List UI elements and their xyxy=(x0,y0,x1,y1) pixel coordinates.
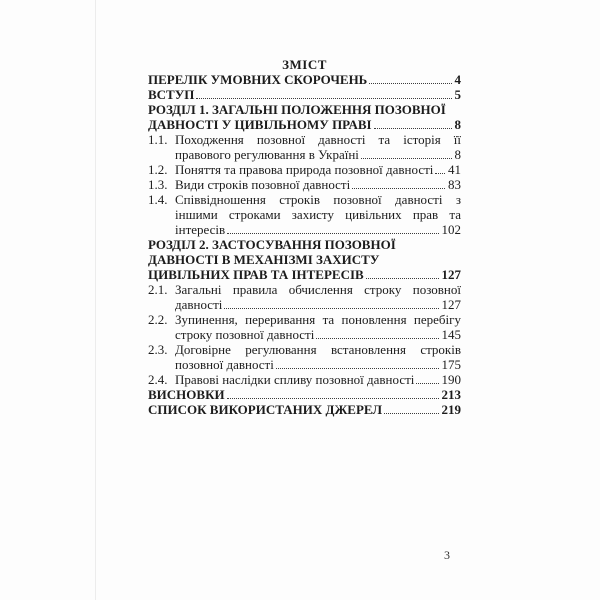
dot-leader xyxy=(316,337,438,339)
toc-entry-line xyxy=(148,372,461,387)
toc-entry-line xyxy=(148,312,461,327)
dot-leader xyxy=(224,307,438,309)
dot-leader xyxy=(369,82,451,84)
toc-entry-text: ДАВНОСТІ В МЕХАНІЗМІ ЗАХИСТУ xyxy=(148,252,380,267)
toc-heading-line xyxy=(148,267,461,282)
toc-page-number: 190 xyxy=(441,372,461,387)
toc-entry-line xyxy=(148,207,461,222)
toc-page-number: 41 xyxy=(448,162,461,177)
toc-heading-line xyxy=(148,72,461,87)
toc-entry-number: 2.3. xyxy=(148,342,168,357)
toc-entry-text: Співвідношення строків позовної давності з xyxy=(175,192,461,207)
toc-page-number: 127 xyxy=(441,267,461,282)
toc-entry-text: позовної давності xyxy=(175,357,274,372)
toc-entry-text: ЗМІСТ xyxy=(282,57,327,72)
toc-title xyxy=(148,57,461,72)
toc-page-number: 83 xyxy=(448,177,461,192)
toc-entry-line xyxy=(148,357,461,372)
toc-entry-text: Види строків позовної давності xyxy=(175,177,351,192)
toc-entry-number: 1.3. xyxy=(148,177,168,192)
toc-page-number: 4 xyxy=(454,72,461,87)
toc-entry-line xyxy=(148,132,461,147)
dot-leader xyxy=(374,127,452,129)
toc-entry-text: ЦИВІЛЬНИХ ПРАВ ТА ІНТЕРЕСІВ xyxy=(148,267,364,282)
toc-page-number: 213 xyxy=(441,387,461,402)
dot-leader xyxy=(196,97,451,99)
dot-leader xyxy=(435,172,445,174)
toc-entry-text: строку позовної давності xyxy=(175,327,315,342)
toc-entry-text: правового регулювання в Україні xyxy=(175,147,359,162)
toc-entry-number: 2.1. xyxy=(148,282,168,297)
toc-entry-text: Договірне регулювання встановлення строків xyxy=(175,342,461,357)
toc-entry-text: СПИСОК ВИКОРИСТАНИХ ДЖЕРЕЛ xyxy=(148,402,383,417)
toc-entry-text: іншими строками захисту цивільних прав та xyxy=(175,207,461,222)
toc-entry-text: Походження позовної давності та історія її xyxy=(175,132,461,147)
dot-leader xyxy=(384,412,438,414)
toc-entry-line xyxy=(148,192,461,207)
toc-entry-text: інтересів xyxy=(175,222,226,237)
toc-heading-line xyxy=(148,237,461,252)
toc-entry-line xyxy=(148,222,461,237)
table-of-contents xyxy=(148,57,461,417)
toc-entry-number: 2.2. xyxy=(148,312,168,327)
toc-heading-line xyxy=(148,102,461,117)
dot-leader xyxy=(227,397,439,399)
page-number: 3 xyxy=(444,548,450,562)
toc-page-number: 175 xyxy=(441,357,461,372)
toc-entry-text: Правові наслідки спливу позовної давності xyxy=(175,372,415,387)
toc-heading-line xyxy=(148,252,461,267)
toc-heading-line xyxy=(148,402,461,417)
dot-leader xyxy=(276,367,439,369)
toc-entry-number: 1.4. xyxy=(148,192,168,207)
toc-entry-number: 1.2. xyxy=(148,162,168,177)
toc-entry-number: 2.4. xyxy=(148,372,168,387)
toc-heading-line xyxy=(148,387,461,402)
toc-entry-text: Зупинення, переривання та поновлення перебігу xyxy=(175,312,461,327)
toc-heading-line xyxy=(148,117,461,132)
toc-entry-line xyxy=(148,342,461,357)
toc-heading-line xyxy=(148,87,461,102)
dot-leader xyxy=(361,157,452,159)
toc-entry-line xyxy=(148,297,461,312)
toc-entry-line xyxy=(148,162,461,177)
toc-entry-line xyxy=(148,147,461,162)
toc-page-number: 5 xyxy=(454,87,461,102)
toc-entry-text: РОЗДІЛ 1. ЗАГАЛЬНІ ПОЛОЖЕННЯ ПОЗОВНОЇ xyxy=(148,102,446,117)
toc-entry-line xyxy=(148,177,461,192)
toc-entry-line xyxy=(148,282,461,297)
toc-entry-text: Загальні правила обчислення строку позовної xyxy=(175,282,461,297)
dot-leader xyxy=(416,382,438,384)
dot-leader xyxy=(366,277,439,279)
toc-page-number: 102 xyxy=(441,222,461,237)
page-edge-line xyxy=(95,0,96,600)
toc-page-number: 127 xyxy=(441,297,461,312)
toc-page-number: 145 xyxy=(441,327,461,342)
toc-entry-text: ВИСНОВКИ xyxy=(148,387,225,402)
toc-entry-text: ДАВНОСТІ У ЦИВІЛЬНОМУ ПРАВІ xyxy=(148,117,372,132)
dot-leader xyxy=(227,232,438,234)
toc-page-number: 8 xyxy=(454,117,461,132)
toc-entry-line xyxy=(148,327,461,342)
toc-entry-text: ВСТУП xyxy=(148,87,195,102)
toc-entry-text: РОЗДІЛ 2. ЗАСТОСУВАННЯ ПОЗОВНОЇ xyxy=(148,237,396,252)
dot-leader xyxy=(352,187,445,189)
toc-entry-text: Поняття та правова природа позовної давності xyxy=(175,162,434,177)
toc-page-number: 219 xyxy=(441,402,461,417)
toc-entry-number: 1.1. xyxy=(148,132,168,147)
toc-page-number: 8 xyxy=(454,147,461,162)
toc-entry-text: давності xyxy=(175,297,223,312)
toc-entry-text: ПЕРЕЛІК УМОВНИХ СКОРОЧЕНЬ xyxy=(148,72,368,87)
